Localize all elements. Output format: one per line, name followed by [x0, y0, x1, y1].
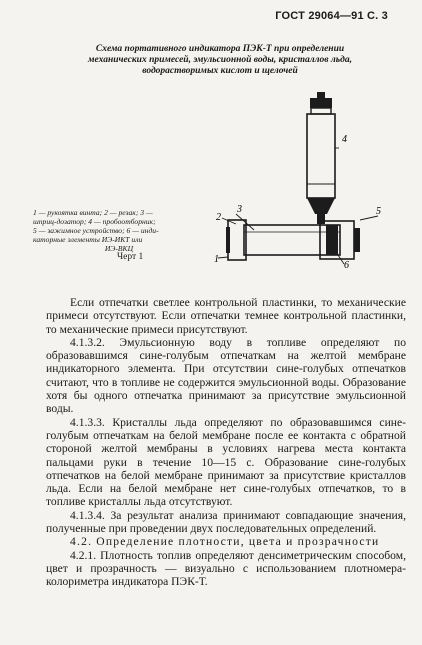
legend-line: каторные элементы ИЭ-ИКТ или: [33, 235, 143, 244]
figure-label: Черт 1: [117, 252, 144, 262]
legend-line: шприц-дозатор; 4 — пробоотборник;: [33, 217, 156, 226]
paragraph: 4.1.3.3. Кристаллы льда определяют по образовавшимся сине-голубым отпечаткам на белой мембране после ее контакта с обратной стороной желтой мембраны в условиях нагрева места контакта пальцами руки в течение 10—15 с. Образование сине-голубых отпечатков на белой мембране принимают за присутствие кристаллов льда. Если на белой мембране нет сине-голубых отпечатков, то в топливе кристаллы льда отсутствуют.: [46, 415, 406, 509]
callout-number: 6: [344, 260, 349, 271]
cylinder-neck: [311, 108, 331, 114]
section-heading: 4.2. Определение плотности, цвета и прозрачности: [70, 535, 380, 549]
caption-line: водорастворимых кислот и щелочей: [142, 66, 298, 76]
indicator-diagram: [214, 92, 384, 277]
figure-caption: [60, 44, 380, 77]
paragraph: 4.1.3.2. Эмульсионную воду в топливе определяют по образовавшимся сине-голубым отпечаткам на желтой мембране индикаторного элемента. При отсутствии сине-голубых отпечатков считают, что в топливе не содержится эмульсионной воды. Образование хотя бы одного отпечатка принимают за присутствие эмульсионной воды.: [46, 335, 406, 416]
caption-line: Схема портативного индикатора ПЭК-Т при определении: [95, 44, 345, 54]
legend-line: ИЭ-ВКЦ: [104, 244, 134, 253]
callout-number: 4: [342, 134, 347, 145]
paragraph: Если отпечатки светлее контрольной пластинки, то механические примеси отсутствуют. Если отпечатки темнее контрольной пластинки, то механические примеси присутствуют.: [46, 296, 406, 336]
body-text: [46, 296, 406, 589]
page-header: ГОСТ 29064—91 С. 3: [275, 10, 388, 22]
knob-cap: [317, 92, 325, 99]
knob-top: [310, 98, 332, 108]
sampler-taper: [307, 198, 335, 214]
paragraph: 4.2.1. Плотность топлив определяют денсиметрическим способом, цвет и прозрачность — визуально с использованием плотномера-колориметра индикатора ПЭК-Т.: [46, 548, 406, 589]
sampler-body: [307, 114, 335, 198]
callout-number: 3: [237, 204, 242, 215]
syringe-body: [244, 225, 340, 255]
callout-number: 1: [214, 254, 219, 265]
legend-line: 1 — рукоятка винта; 2 — резак; 3 —: [33, 208, 153, 217]
callout-number: 2: [216, 212, 221, 223]
callout-number: 5: [376, 206, 381, 217]
paragraph: 4.1.3.4. За результат анализа принимают совпадающие значения, полученные при проведении двух последовательных определений.: [46, 508, 406, 536]
figure-legend: [33, 208, 205, 253]
caption-line: механических примесей, эмульсионной воды, кристаллов льда,: [88, 55, 352, 65]
legend-line: 5 — зажимное устройство; 6 — инди-: [33, 226, 159, 235]
